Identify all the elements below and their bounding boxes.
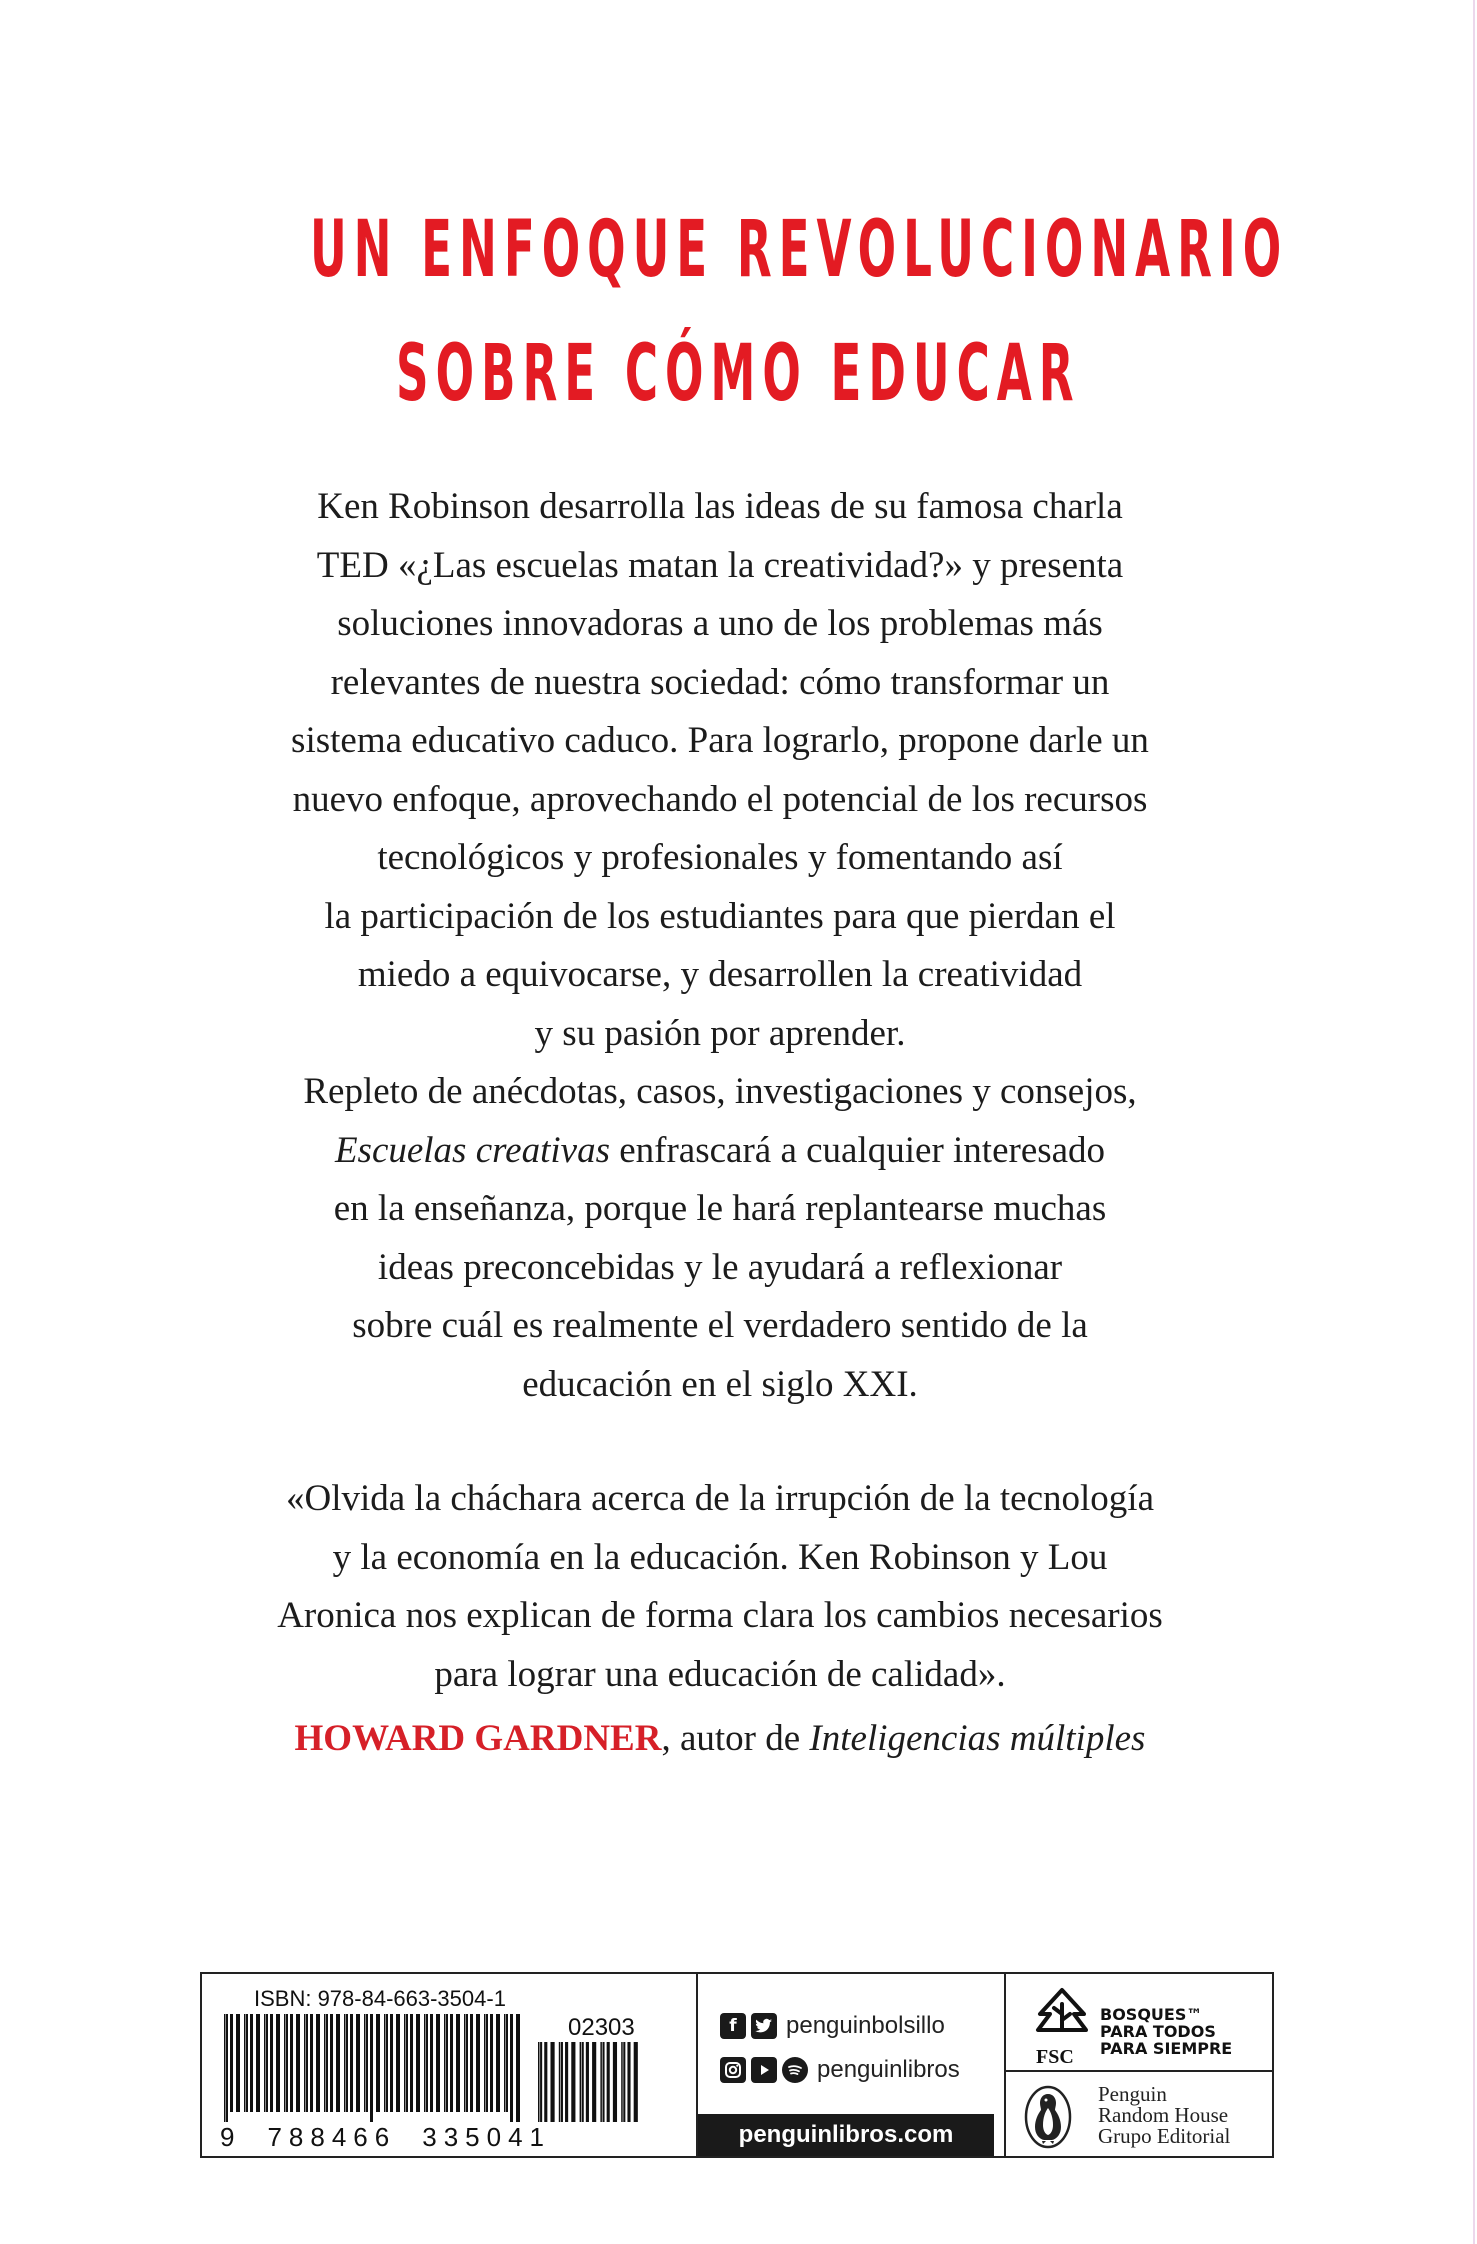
barcode-bar [426,2014,428,2112]
penguin-logo-icon [1022,2084,1074,2150]
barcode-bar [404,2014,406,2112]
barcode-bar [284,2014,286,2112]
barcode-bar [366,2014,368,2112]
quote-line: «Olvida la cháchara acerca de la irrupción de la tecnología [285,1478,1154,1519]
barcode-bar [516,2014,520,2122]
blurb-line: TED «¿Las escuelas matan la creatividad?» y presenta [316,544,1124,586]
spotify-icon[interactable] [782,2057,808,2083]
barcode-bar [396,2014,400,2112]
fsc-slogan-line: BOSQUES™ [1100,2005,1203,2024]
website-link[interactable]: penguinlibros.com [698,2114,994,2156]
book-title: Escuelas creativas [334,1129,610,1171]
barcode-bar [276,2014,280,2112]
barcode-bar [246,2014,248,2112]
barcode-bar [456,2014,460,2112]
barcode-bar [344,2014,346,2112]
column-divider [1004,1974,1006,2156]
barcode-bar [416,2014,420,2112]
barcode-bar [364,2014,366,2112]
barcode-bar [406,2014,408,2112]
barcode-bar [244,2014,246,2112]
barcode-bar [350,2014,353,2112]
barcode-bar [506,2014,508,2112]
fsc-slogan-line: PARA SIEMPRE [1100,2039,1233,2058]
publisher-line: Random House [1098,2103,1229,2127]
blurb-line: soluciones innovadoras a uno de los problemas más [337,603,1103,644]
barcode-bar [384,2014,386,2112]
blurb-fragment: enfrascará a cualquier interesado [609,1129,1106,1171]
row-divider [1006,2070,1274,2072]
barcode-bar [634,2042,638,2122]
blurb-line: educación en el siglo XXI. [522,1363,918,1405]
barcode-bar [621,2042,623,2122]
barcode-bar [390,2014,393,2112]
facebook-icon[interactable]: f [720,2013,746,2039]
barcode-bar [540,2042,542,2122]
barcode-bar [304,2014,306,2112]
blurb-line [190,1122,1250,1181]
barcode-bar [538,2042,540,2122]
barcode-bar [310,2014,313,2112]
barcode-bar [270,2014,273,2112]
twitter-icon[interactable] [751,2013,777,2039]
barcode-bar [266,2014,268,2112]
barcode-bar [330,2014,333,2112]
barcode-bar [376,2014,380,2112]
barcode-bar [226,2014,228,2122]
barcode-bar [565,2042,568,2122]
barcode-bar [224,2014,226,2122]
publisher-line: Penguin [1098,2082,1167,2106]
barcode-bar [496,2014,500,2112]
author-suffix: , autor de [661,1718,810,1759]
barcode-bar [264,2014,266,2112]
headline [309,188,1289,436]
social-row-penguinlibros [720,2056,960,2084]
barcode-bar [550,2042,554,2122]
barcode-bar [444,2014,446,2112]
barcode-bar [464,2014,466,2112]
blurb-line: sistema educativo caduco. Para lograrlo, propone darle un [291,720,1149,761]
barcode-bar [544,2042,547,2122]
barcode-bar [286,2014,288,2112]
headline-line-2: SOBRE CÓMO EDUCAR [396,329,1081,419]
barcode-bar [316,2014,320,2112]
barcode-bar [346,2014,348,2112]
barcode-bar [296,2014,300,2112]
barcode-bar [326,2014,328,2112]
barcode-bar [592,2042,596,2122]
barcode-bar [370,2014,373,2122]
blurb-line: en la enseñanza, porque le hará replantearse muchas [333,1188,1107,1229]
barcode-bar [607,2042,610,2122]
barcode-bar [586,2042,589,2122]
publisher-name [1098,2084,1230,2147]
barcode-bar [627,2042,630,2122]
social-handle[interactable]: penguinlibros [817,2056,960,2083]
barcode-digits [220,2122,577,2153]
barcode-bar [613,2042,617,2122]
barcode-bar [450,2014,453,2112]
fsc-mark: FSC [1036,2046,1074,2068]
barcode-bar [446,2014,448,2112]
quote-attribution [190,1710,1250,1769]
barcode-bar [306,2014,308,2112]
barcode-bar [410,2014,413,2112]
barcode-bar [504,2014,506,2112]
page-edge [1473,0,1475,2244]
barcode-digit-group: 335041 [422,2122,551,2152]
quote-author: HOWARD GARDNER [294,1718,662,1759]
review-quote [190,1470,1250,1769]
barcode-bar [559,2042,561,2122]
barcode-bar [466,2014,468,2112]
barcode-bar [580,2042,582,2122]
barcode [224,2014,524,2122]
blurb-line: y su pasión por aprender. [534,1012,906,1054]
barcode-digit-group: 788466 [267,2122,397,2152]
barcode-bar [561,2042,563,2122]
blurb-line: tecnológicos y profesionales y fomentando así [377,837,1063,878]
barcode-bar [336,2014,340,2112]
barcode-bar [470,2014,473,2112]
youtube-icon[interactable] [751,2057,777,2083]
blurb-text [190,478,1250,1414]
quote-line: Aronica nos explican de forma clara los cambios necesarios [277,1595,1163,1636]
barcode-bar [436,2014,440,2112]
isbn-label: ISBN: 978-84-663-3504-1 [254,1986,506,2011]
quote-line: y la economía en la educación. Ken Robinson y Lou [332,1536,1108,1578]
barcode-bar [510,2014,513,2122]
barcode-bar [602,2042,604,2122]
author-work: Inteligencias múltiples [809,1718,1146,1759]
barcode-bar [582,2042,584,2122]
quote-line: para lograr una educación de calidad». [434,1653,1006,1695]
headline-line-1: UN ENFOQUE REVOLUCIONARIO [309,205,1289,295]
barcode-bar [424,2014,426,2112]
barcode-bar [490,2014,493,2112]
fsc-slogan-line: PARA TODOS [1100,2022,1216,2041]
blurb-line: Repleto de anécdotas, casos, investigaciones y consejos, [303,1071,1137,1112]
barcode-bar [290,2014,293,2112]
barcode-addon-number: 02303 [568,2014,635,2041]
fsc-tree-icon [1032,1986,1092,2046]
barcode-bar [386,2014,388,2112]
blurb-line: sobre cuál es realmente el verdadero sentido de la [352,1305,1088,1346]
barcode-bar [486,2014,488,2112]
barcode-bar [600,2042,602,2122]
blurb-line: la participación de los estudiantes para que pierdan el [324,895,1116,937]
blurb-line: miedo a equivocarse, y desarrollen la creatividad [357,954,1083,995]
barcode-addon [538,2042,642,2122]
instagram-icon[interactable] [720,2057,746,2083]
barcode-bar [236,2014,240,2112]
blurb-line: Ken Robinson desarrolla las ideas de su famosa charla [317,486,1123,527]
barcode-bar [230,2014,233,2112]
barcode-bar [324,2014,326,2112]
blurb-line: nuevo enfoque, aprovechando el potencial de los recursos [292,778,1148,820]
fsc-slogan [1100,2006,1232,2057]
blurb-line: ideas preconcebidas y le ayudará a reflexionar [377,1246,1063,1288]
barcode-bar [623,2042,625,2122]
publisher-line: Grupo Editorial [1098,2124,1231,2148]
barcode-bar [250,2014,253,2112]
barcode-bar [476,2014,480,2112]
blurb-line: relevantes de nuestra sociedad: cómo transformar un [330,661,1110,703]
barcode-bar [256,2014,260,2112]
barcode-bar [484,2014,486,2112]
barcode-bar [356,2014,360,2112]
barcode-bar [571,2042,575,2122]
social-handle[interactable]: penguinbolsillo [786,2012,945,2039]
footer-box [200,1972,1274,2158]
social-row-penguinbolsillo [720,2012,945,2040]
barcode-digit-group: 9 [220,2122,242,2152]
barcode-bar [430,2014,433,2112]
